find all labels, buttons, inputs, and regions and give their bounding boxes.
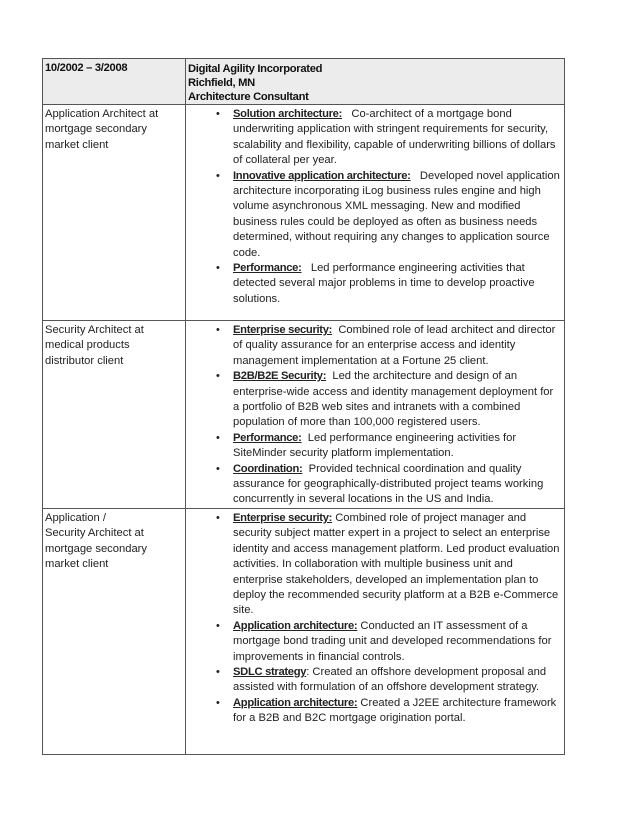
- bullet-item: [186, 696, 560, 727]
- role-line: medical products: [45, 339, 130, 352]
- company-location: Richfield, MN: [188, 77, 255, 89]
- bullet-list: [186, 509, 564, 727]
- bullet-item: [186, 107, 560, 169]
- bullet-text: Co-architect of a mortgage bond underwriting application with stringent requirements for security, scalability and flexibility, capable of underwriting billions of dollars of collateral per year.: [233, 108, 556, 167]
- bullet-text: Combined role of lead architect and director of quality assurance for an enterprise access and identity management implementation at a Fortune 25 client.: [233, 324, 556, 367]
- bullet-icon: •: [216, 511, 220, 524]
- role-line: mortgage secondary: [45, 123, 147, 136]
- bullet-text: Combined role of project manager and security subject matter expert in a project to select an enterprise identity and access management platform. Led product evaluation activities. In collaboration with multiple business unit and enterprise stakeholders, developed an implementation plan to deploy the recommended security platform at a B2B e-Commerce site.: [233, 511, 560, 617]
- bullet-lead: Performance:: [233, 262, 302, 275]
- bullet-lead: Coordination:: [233, 462, 303, 475]
- role-line: mortgage secondary: [45, 542, 147, 555]
- role-line: Application Architect at: [45, 108, 159, 120]
- bullet-icon: •: [216, 696, 220, 709]
- role-cell: [43, 105, 186, 321]
- header-row: [43, 59, 565, 105]
- bullet-icon: •: [216, 462, 220, 475]
- bullet-text: : Created an offshore development proposal and assisted with formulation of an offshore development strategy.: [233, 665, 547, 694]
- role-line: distributor client: [45, 354, 124, 367]
- bullet-item: [186, 261, 560, 307]
- accomplishments-cell: [186, 321, 565, 509]
- bullet-icon: •: [216, 370, 220, 383]
- role-line: market client: [45, 558, 109, 571]
- bullet-list: [186, 105, 564, 307]
- bullet-lead: Enterprise security:: [233, 324, 333, 336]
- bullet-icon: •: [216, 169, 220, 182]
- engagement-row: [43, 105, 565, 321]
- bullet-lead: Application architecture:: [233, 696, 358, 709]
- bullet-icon: •: [216, 324, 220, 336]
- role-line: Security Architect at: [45, 324, 144, 336]
- bullet-lead: B2B/B2E Security:: [233, 370, 327, 383]
- bullet-text: Conducted an IT assessment of a mortgage bond trading unit and developed recommendations for improvements in financial controls.: [233, 619, 552, 663]
- bullet-text: Led the architecture and design of an enterprise-wide access and identity management deployment for a portfolio of B2B web sites and intranets with a combined population of more than 100,000 registered users.: [233, 370, 554, 429]
- accomplishments-cell: [186, 105, 565, 321]
- role-cell: [43, 508, 186, 754]
- bullet-item: [186, 169, 560, 261]
- role-line: Security Architect at: [45, 527, 144, 540]
- date-range: 10/2002 – 3/2008: [45, 62, 128, 74]
- bullet-list: [186, 321, 564, 508]
- accomplishments-cell: [186, 508, 565, 754]
- company-name: Digital Agility Incorporated: [188, 63, 323, 75]
- bullet-text: Developed novel application architecture incorporating iLog business rules engine and high volume asynchronous XML messaging. New and modified business rules could be deployed as often as business needs determined, without requiring any changes to application source code.: [233, 169, 560, 259]
- bullet-item: [186, 462, 560, 508]
- bullet-item: [186, 431, 560, 462]
- bullet-item: [186, 619, 560, 665]
- job-title: Architecture Consultant: [188, 91, 309, 103]
- date-cell: [43, 59, 186, 105]
- bullet-item: [186, 665, 560, 696]
- experience-document: [42, 58, 564, 755]
- bullet-lead: SDLC strategy: [233, 665, 307, 678]
- bullet-lead: Solution architecture:: [233, 108, 343, 120]
- experience-table: [42, 58, 565, 755]
- bullet-lead: Innovative application architecture:: [233, 169, 411, 182]
- role-line: Application /: [45, 511, 106, 524]
- bullet-icon: •: [216, 431, 220, 444]
- engagement-row: [43, 508, 565, 754]
- bullet-item: [186, 323, 560, 369]
- role-line: market client: [45, 138, 109, 151]
- bullet-icon: •: [216, 262, 220, 275]
- bullet-lead: Application architecture:: [233, 619, 358, 632]
- bullet-text: Led performance engineering activities that detected several major problems in time to develop proactive solutions.: [233, 262, 535, 305]
- bullet-text: Created a J2EE architecture framework for a B2B and B2C mortgage origination portal.: [233, 696, 557, 725]
- bullet-lead: Performance:: [233, 431, 302, 444]
- bullet-item: [186, 369, 560, 431]
- bullet-text: Provided technical coordination and quality assurance for geographically-distributed project teams working concurrently in several locations in the US and India.: [233, 462, 544, 506]
- bullet-icon: •: [216, 108, 220, 120]
- bullet-icon: •: [216, 665, 220, 678]
- engagement-row: [43, 321, 565, 509]
- bullet-lead: Enterprise security:: [233, 511, 333, 524]
- bullet-text: Led performance engineering activities for SiteMinder security platform implementation.: [233, 431, 517, 460]
- bullet-item: [186, 511, 560, 619]
- employer-cell: [186, 59, 565, 105]
- bullet-icon: •: [216, 619, 220, 632]
- role-cell: [43, 321, 186, 509]
